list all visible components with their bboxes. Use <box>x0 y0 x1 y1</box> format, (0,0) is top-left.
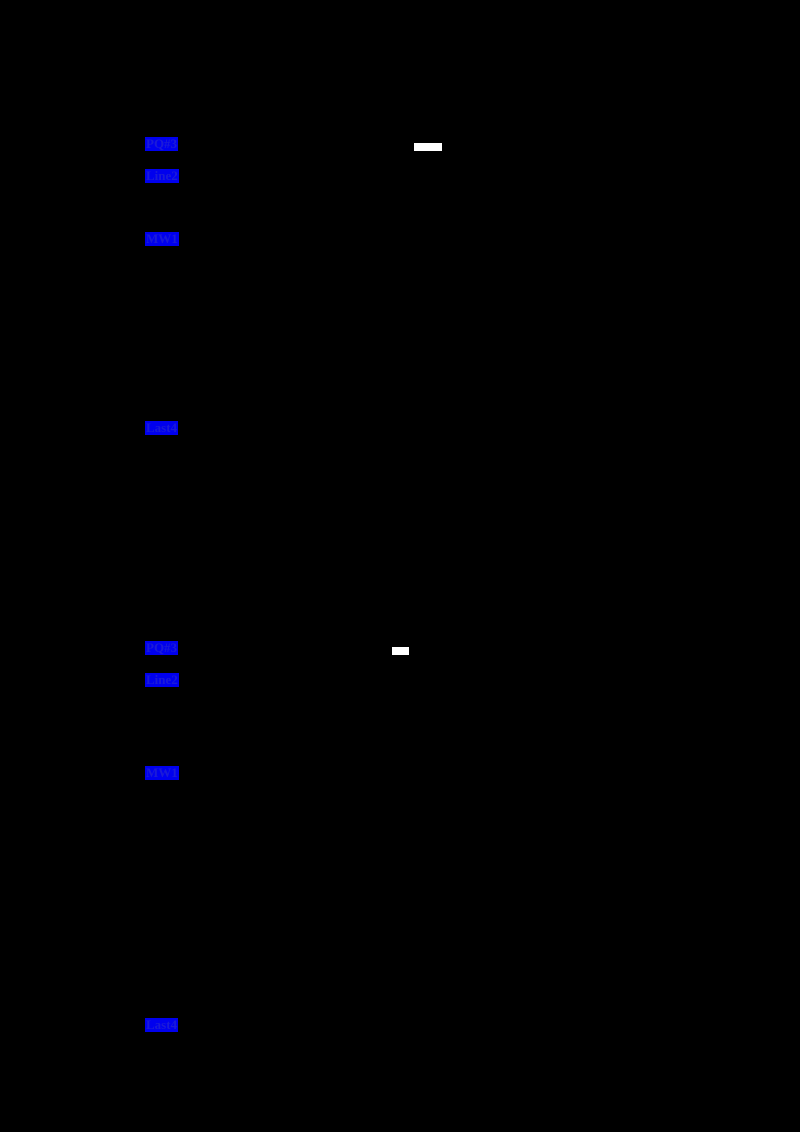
document-link-token[interactable]: MW1 <box>146 231 178 246</box>
document-link-token[interactable]: PQ#3 <box>146 640 178 655</box>
document-link-token[interactable]: MW1 <box>146 765 178 780</box>
document-text-mark <box>414 143 442 151</box>
document-link-token[interactable]: Line2 <box>146 672 178 687</box>
document-text-mark <box>392 647 409 655</box>
document-link-token[interactable]: Line2 <box>146 168 178 183</box>
document-link-token[interactable]: PQ#3 <box>146 136 178 151</box>
document-link-token[interactable]: Last4 <box>146 1017 178 1032</box>
document-link-token[interactable]: Last4 <box>146 420 178 435</box>
